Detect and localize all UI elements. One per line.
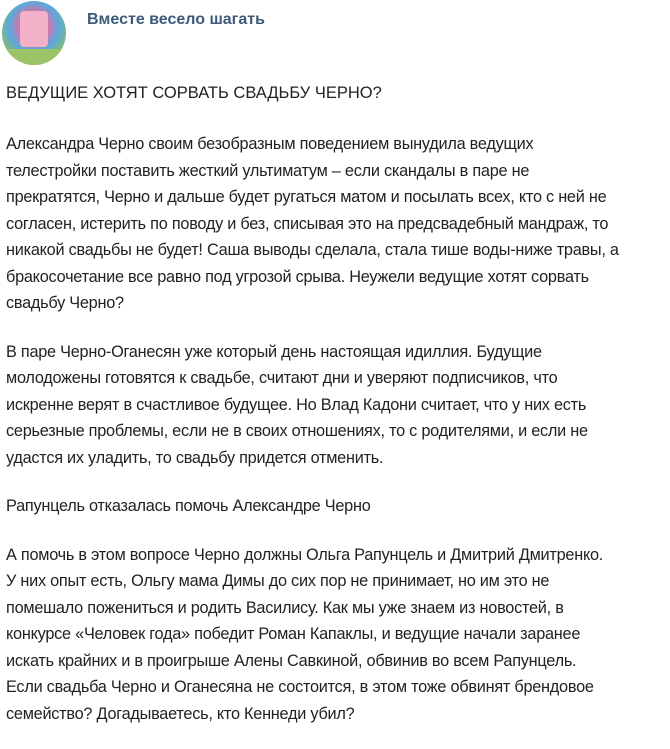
paragraph-line: помешало пожениться и родить Василису. Как мы уже знаем из новостей, в (6, 598, 564, 617)
paragraph-line: согласен, истерить по поводу и без, списывая это на предсвадебный мандраж, то (6, 214, 609, 233)
paragraph-line: прекратятся, Черно и дальше будет ругаться матом и посылать всех, кто с ней не (6, 188, 607, 206)
paragraph-line: свадьбу Черно? (6, 294, 124, 312)
paragraph-line: удастся их уладить, то свадьбу придется отменить. (6, 448, 384, 467)
paragraph-line: У них опыт есть, Ольгу мама Димы до сих пор не принимает, но им это не (6, 572, 550, 590)
post-paragraph (6, 542, 670, 728)
group-name-link[interactable]: Вместе весело шагать (87, 11, 265, 28)
paragraph-line: искать крайних и в проигрыше Алены Савкиной, обвинив во всем Рапунцель. (6, 651, 577, 670)
paragraph-line: бракосочетание все равно под угрозой срыва. Неужели ведущие хотят сорвать (6, 267, 589, 286)
post-paragraph (6, 493, 670, 520)
paragraph-line: Рапунцель отказалась помочь Александре Черно (6, 497, 371, 515)
paragraph-line: серьезные проблемы, если не в своих отношениях, то с родителями, и если не (6, 422, 588, 440)
paragraph-line: А помочь в этом вопросе Черно должны Ольга Рапунцель и Дмитрий Дмитренко. (6, 545, 604, 564)
group-avatar[interactable] (2, 1, 66, 65)
paragraph-line: никакой свадьбы не будет! Саша выводы сделала, стала тише воды-ниже травы, а (6, 241, 619, 259)
paragraph-line: семейство? Догадываетесь, кто Кеннеди убил? (6, 704, 355, 723)
paragraph-line: искренне верят в счастливое будущее. Но Влад Кадони считает, что у них есть (6, 395, 587, 414)
post-title: ВЕДУЩИЕ ХОТЯТ СОРВАТЬ СВАДЬБУ ЧЕРНО? (6, 84, 382, 102)
paragraph-line: телестройки поставить жесткий ультиматум – если скандалы в паре не (6, 161, 530, 180)
paragraph-line: конкурсе «Человек года» победит Роман Капаклы, и ведущие начали заранее (6, 625, 581, 643)
post-paragraph (6, 131, 670, 317)
paragraph-line: В паре Черно-Оганесян уже который день настоящая идиллия. Будущие (6, 342, 542, 361)
paragraph-line: Если свадьба Черно и Оганесяна не состоится, в этом тоже обвинят брендовое (6, 678, 594, 696)
post-paragraph (6, 339, 670, 472)
paragraph-line: молодожены готовятся к свадьбе, считают дни и уверяют подписчиков, что (6, 369, 558, 387)
post-body (6, 80, 670, 749)
paragraph-line: Александра Черно своим безобразным поведением вынудила ведущих (6, 135, 534, 153)
